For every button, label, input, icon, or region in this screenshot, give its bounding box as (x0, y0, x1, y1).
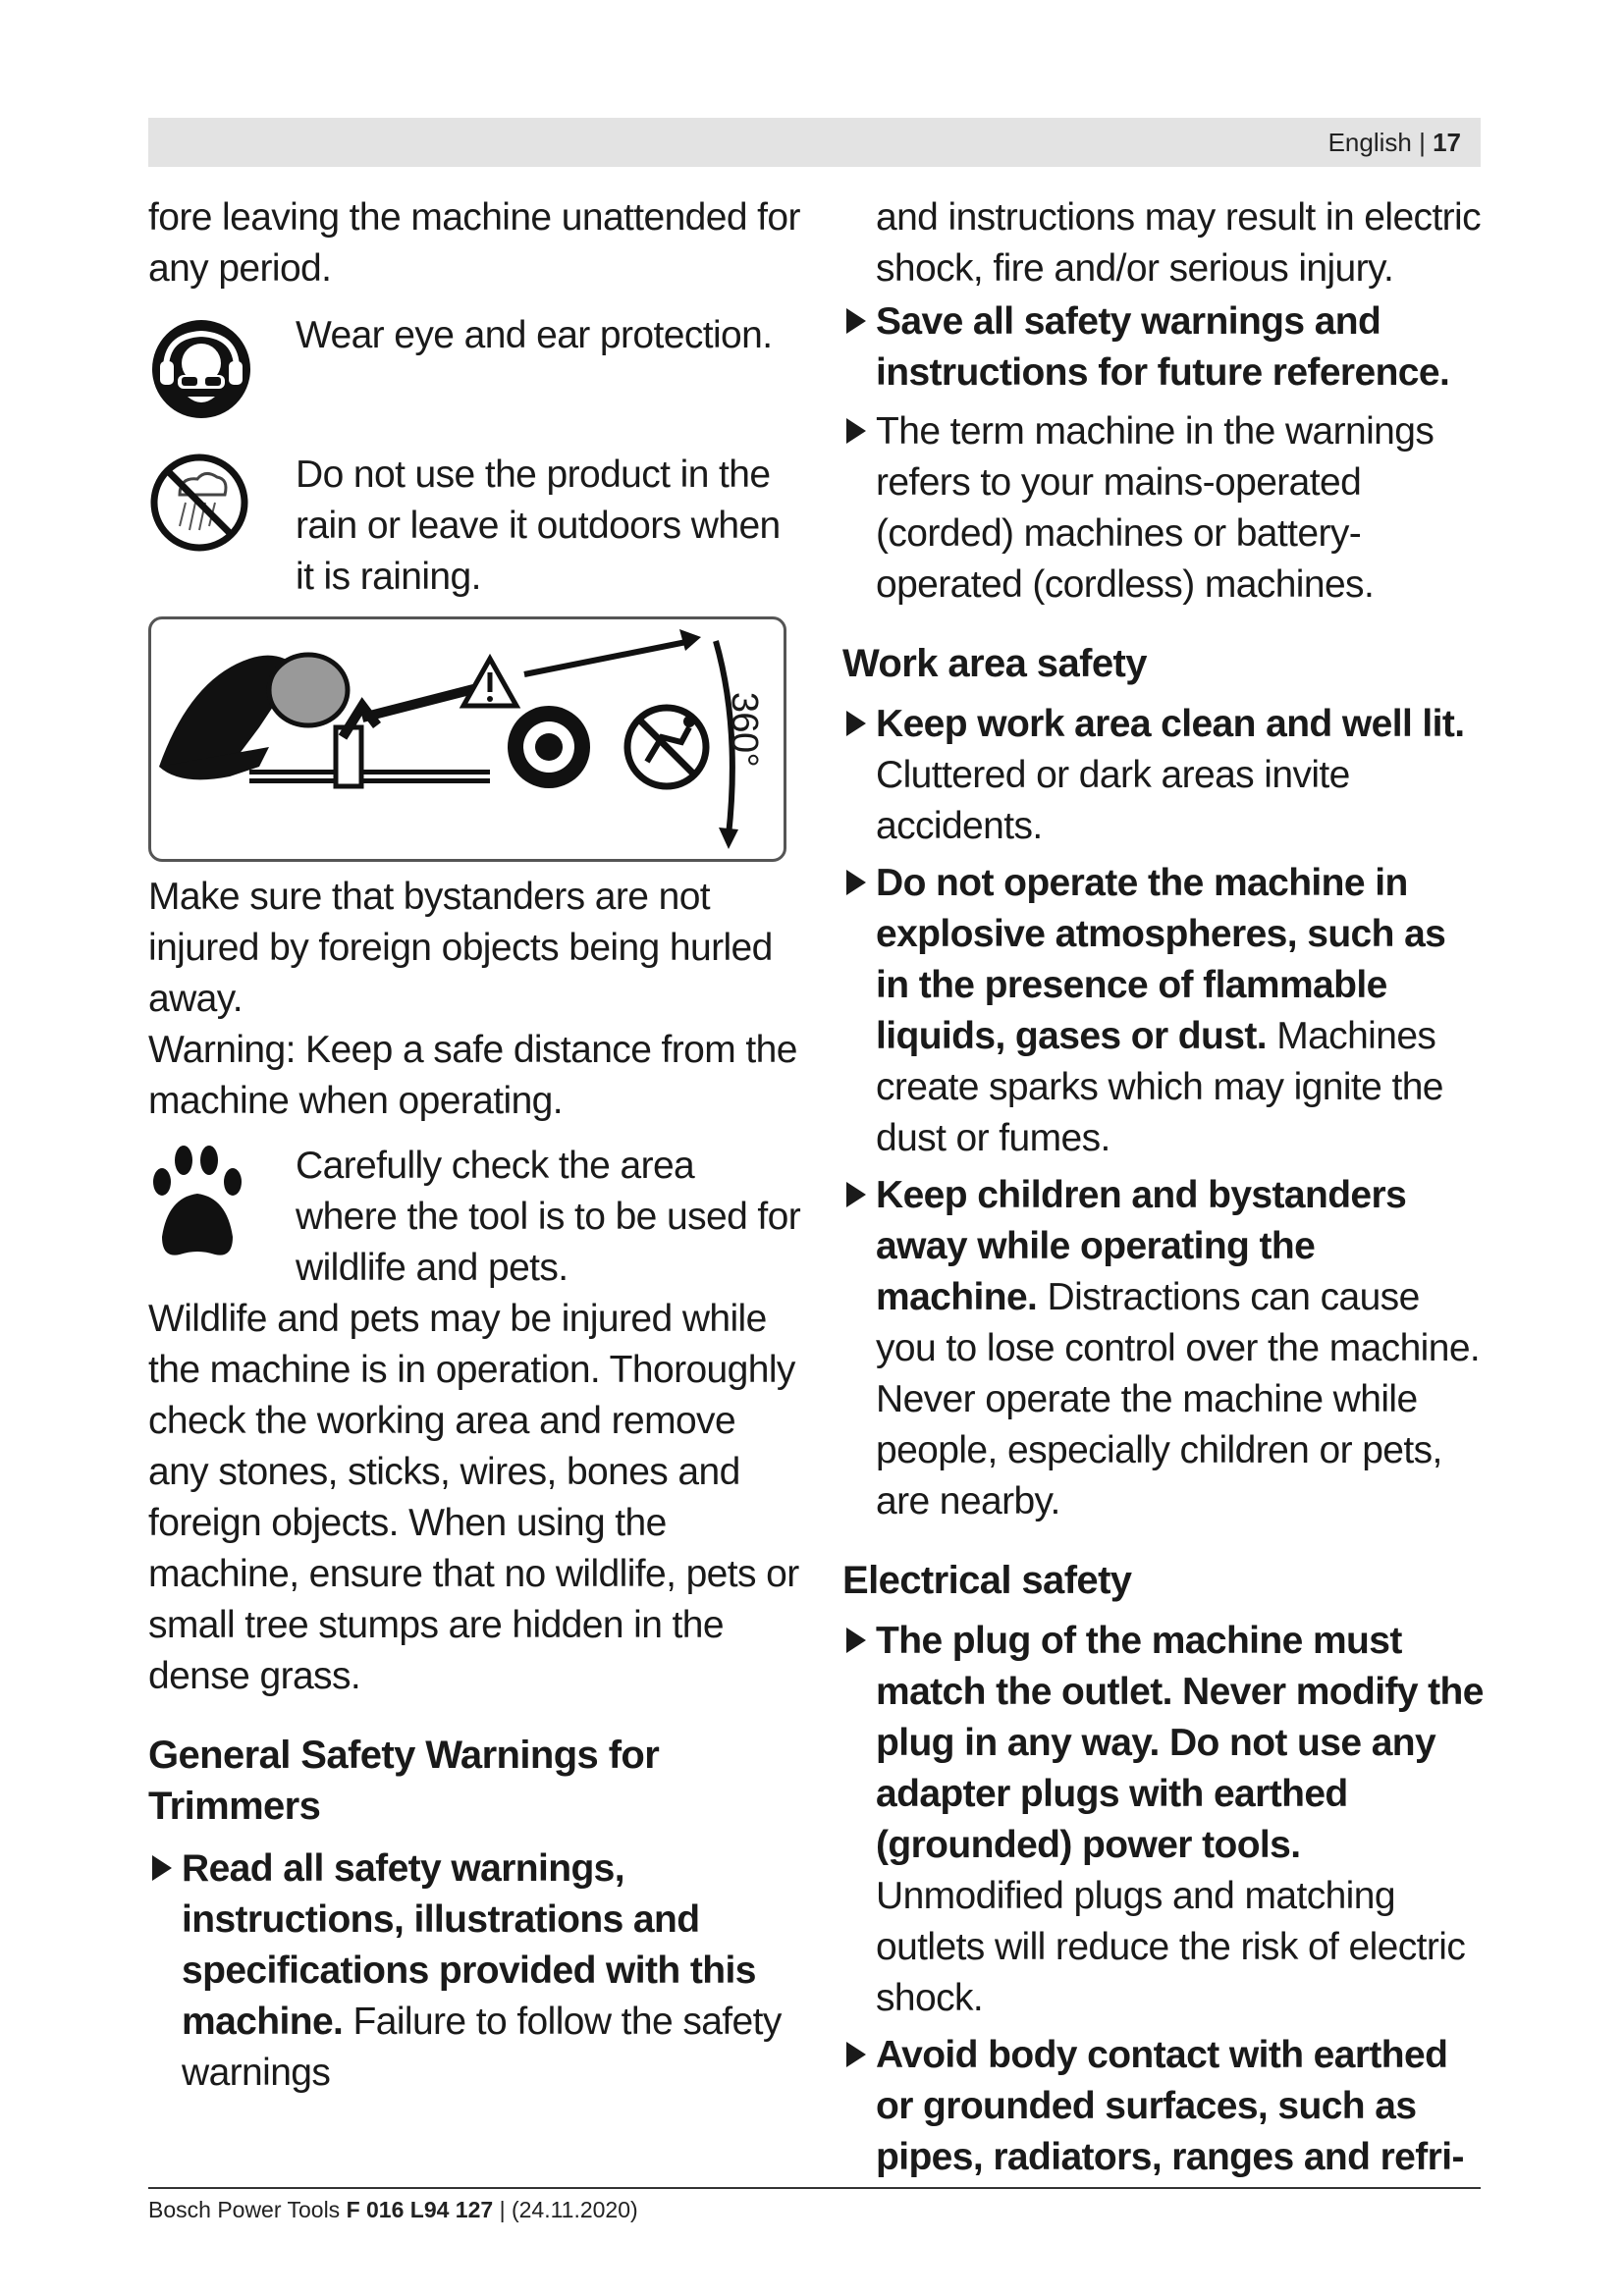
right-column (842, 192, 1486, 2183)
paw-print-icon (148, 1143, 246, 1278)
intro-paragraph: fore leaving the machine unattended for any period. (148, 196, 800, 290)
rain-text: Do not use the product in the rain or leave it outdoors when it is raining. (296, 454, 781, 598)
page-footer (148, 2197, 638, 2223)
rain-row (148, 450, 801, 603)
term-bullet (842, 406, 1486, 611)
distance-warning: Warning: Keep a safe distance from the machine when operating. (148, 1029, 797, 1122)
elec1-text: Unmodified plugs and matching outlets will reduce the risk of electric shock. (876, 1875, 1466, 2019)
work-bullet-2 (842, 858, 1486, 1164)
bullet-triangle-icon (846, 308, 866, 334)
work2-text: Machines create sparks which may ignite the dust or fumes. (876, 1015, 1443, 1159)
header-language: English (1327, 128, 1412, 157)
no-rain-icon (148, 452, 250, 567)
eye-ear-protection-icon (148, 316, 254, 436)
header-separator: | (1419, 128, 1426, 157)
save-bold: Save all safety warnings and instructions for future reference. (876, 300, 1450, 394)
work2-bold: Do not operate the machine in explosive atmospheres, such as in the presence of flammable liquids, gases or dust. (876, 862, 1446, 1057)
footer-brand: Bosch Power Tools (148, 2197, 341, 2222)
elec2-bold: Avoid body contact with earthed or grounded surfaces, such as pipes, radiators, ranges and refri- (876, 2034, 1464, 2178)
footer-separator: | (499, 2197, 506, 2222)
save-bullet (842, 296, 1486, 399)
general-safety-heading: General Safety Warnings for Trimmers (148, 1734, 660, 1828)
elec1-bold: The plug of the machine must match the outlet. Never modify the plug in any way. Do not use any adapter plugs with earthed (grounded) power tools. (876, 1620, 1484, 1866)
footer-date: (24.11.2020) (511, 2197, 638, 2222)
work1-bold: Keep work area clean and well lit. (876, 703, 1465, 745)
safety-distance-figure (148, 616, 786, 862)
elec-bullet-1 (842, 1616, 1486, 2024)
eye-ear-text: Wear eye and ear protection. (296, 314, 773, 356)
wildlife-paragraph: Wildlife and pets may be injured while the machine is in operation. Thoroughly check the working area and remove any stones, sticks, wires, bones and foreign objects. When using the machine, ensure that no wildlife, pets or small tree stumps are hidden in the dense grass. (148, 1298, 799, 1697)
page-header (148, 118, 1481, 167)
work-bullet-1 (842, 699, 1486, 852)
wildlife-row (148, 1141, 801, 1294)
left-column (148, 192, 801, 2099)
work3-text: Distractions can cause you to lose control over the machine. Never operate the machine while people, especially children or pets, are nearby. (876, 1276, 1481, 1522)
bullet-triangle-icon (152, 1855, 172, 1881)
figure-360-label: 360° (724, 691, 765, 768)
trimmer-illustration (151, 619, 784, 859)
wildlife-intro: Carefully check the area where the tool is to be used for wildlife and pets. (296, 1145, 801, 1289)
footer-divider (148, 2187, 1481, 2189)
read-all-text: Failure to follow the safety warnings (182, 2001, 782, 2094)
read-all-bold: Read all safety warnings, instructions, illustrations and specifications provided with this machine. (182, 1847, 756, 2043)
footer-code: F 016 L94 127 (346, 2197, 494, 2222)
bullet-triangle-icon (846, 870, 866, 895)
eye-ear-row (148, 310, 801, 389)
bullet-triangle-icon (846, 1182, 866, 1207)
bullet-triangle-icon (846, 1628, 866, 1653)
work3-bold: Keep children and bystanders away while operating the machine. (876, 1174, 1407, 1318)
bullet-triangle-icon (846, 2042, 866, 2067)
continued-paragraph: and instructions may result in electric shock, fire and/or serious injury. (876, 196, 1482, 290)
header-text (1328, 128, 1461, 158)
page-number: 17 (1433, 128, 1461, 157)
work-bullet-3 (842, 1170, 1486, 1527)
work1-text: Cluttered or dark areas invite accidents. (876, 754, 1350, 847)
work-area-heading: Work area safety (842, 642, 1147, 685)
elec-bullet-2 (842, 2030, 1486, 2183)
read-all-bullet (148, 1843, 801, 2099)
bystanders-paragraph: Make sure that bystanders are not injured by foreign objects being hurled away. (148, 876, 773, 1020)
electrical-safety-heading: Electrical safety (842, 1559, 1132, 1602)
bullet-triangle-icon (846, 418, 866, 444)
bullet-triangle-icon (846, 711, 866, 736)
term-text: The term machine in the warnings refers to your mains-operated (corded) machines or battery-operated (cordless) machines. (876, 410, 1435, 606)
